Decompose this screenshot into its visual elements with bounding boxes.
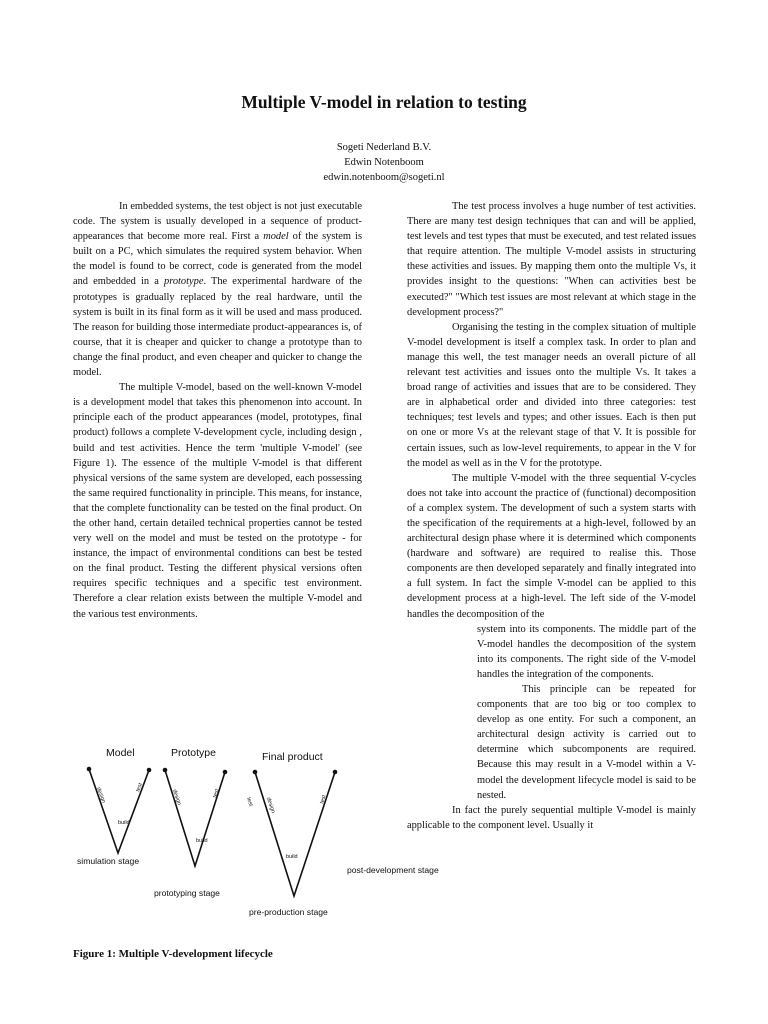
node-dot [223,770,228,775]
figure-multiple-v [73,738,463,938]
node-dot [87,767,92,772]
node-dot [253,770,258,775]
label-design-2: design [171,788,182,807]
label-test-3: test [245,796,254,808]
emphasis-prototype: prototype [164,276,204,288]
right-paragraph-2: Organising the testing in the complex situation of multiple V-model development is itself a complex task. In order to plan and manage this well, the test manager needs an overall picture of all relevant test activities and issues onto the multiple Vs. It takes a broad range of activities and issues that are to be considered. They are in alphabetical order and divided into three categories: test techniques; test levels and types; and other issues. Each is then put on one or more Vs at the relevant stage of that V. It is possible for certain issues, such as low-level requirements, to appear in the V for the model as well as in the V for the prototype. [407,321,696,469]
label-test-2: test [212,788,221,799]
left-paragraph-2: The multiple V-model, based on the well-known V-model is a development model that takes this phenomenon into account. In principle each of the product appearances (model, prototypes, final product) follows a complete V-development cycle, including design , build and test activities. Hence the term 'multiple V-model' (see Figure 1). The essence of the multiple V-model is that different physical versions of the same system are developed, each possessing the same required functionality in principle. This means, for instance, that the complete functionality can be tested on the final product. On the other hand, certain detailed technical properties cannot be tested very well on the model and must be tested on the prototype - for instance, the impact of environmental conditions can best be tested on the final product. Testing the different physical versions often requires specific techniques and a specific test environment. Therefore a clear relation exists between the multiple V-model and the various test environments. [73,382,362,620]
label-build-1: build [118,820,130,826]
v-final-line [255,772,335,896]
label-model: Model [106,747,135,759]
paper-title: Multiple V-model in relation to testing [241,92,527,112]
label-build-2: build [196,838,208,844]
right-paragraph-1: The test process involves a huge number of test activities. There are many test design techniques that can and will be applied, test levels and test types that must be executed, and test related issues that require attention. The multiple V-model assists in structuring these activities and issues. By mapping them onto the multiple Vs, it provides insight to the questions: "When can activities best be executed?" "Which test issues are most relevant at which stage in the development process?" [407,201,696,318]
label-test-4: test [319,794,328,805]
label-design-3: design [265,796,276,815]
label-post-development-stage: post-development stage [347,865,439,875]
label-prototype: Prototype [171,747,216,759]
node-dot [147,768,152,773]
label-test-1: test [135,782,144,793]
node-dot [333,770,338,775]
v-prototype-line [165,770,225,866]
label-pre-production-stage: pre-production stage [249,907,328,917]
label-final-product: Final product [262,751,323,763]
author-name: Edwin Notenboom [344,157,424,168]
author-organization: Sogeti Nederland B.V. [336,142,432,153]
left-paragraph-1: In embedded systems, the test object is not just executable code. The system is usually developed in a sequence of product-appearances that become more real. First a model of the system is built on a PC, which simulates the required system behavior. When the model is found to be correct, code is generated from the model and embedded in a prototype. The experimental hardware of the prototypes is gradually replaced by the real hardware, until the system is built in its final form as it will be used and mass produced. The reason for building those intermediate product-appearances is, of course, that it is cheaper and quicker to change a prototype than to change the final product, and even cheaper and quicker to change the model. [73,201,362,379]
node-dot [163,768,168,773]
label-build-3: build [286,854,298,860]
label-design-1: design [95,786,107,804]
right-paragraph-4: This principle can be repeated for components that are too big or too complex to develop as one entity. For such a component, an architectural design activity is carried out to determine which subcomponents are required. Because this may result in a V-model within a V-model the development lifecycle model is said to be nested. [477,684,696,801]
author-block [0,140,768,185]
figure-caption: Figure 1: Multiple V-development lifecycle [73,948,273,960]
label-simulation-stage: simulation stage [77,856,140,866]
right-paragraph-3: The multiple V-model with the three sequential V-cycles does not take into account the practice of (functional) decomposition of a complex system. The development of such a system starts with the specification of the requirements at a high-level, followed by an architectural design phase where it is determined which components (hardware and software) are required to realise this. Those components are then developed separately and finally integrated into a full system. In fact the simple V-model can be applied to this development process at a high-level. The left side of the V-model handles the decomposition of the [407,472,696,620]
v-model-line [89,769,149,853]
left-column [73,199,362,622]
author-email: edwin.notenboom@sogeti.nl [323,172,445,183]
label-prototyping-stage: prototyping stage [154,888,220,898]
right-paragraph-5: In fact the purely sequential multiple V-model is mainly applicable to the component level. Usually it [407,804,696,831]
emphasis-model: model [263,231,289,243]
right-paragraph-3-continued: system into its components. The middle part of the V-model handles the decomposition of the system into its components. The right side of the V-model handles the integration of the components. [477,623,696,680]
